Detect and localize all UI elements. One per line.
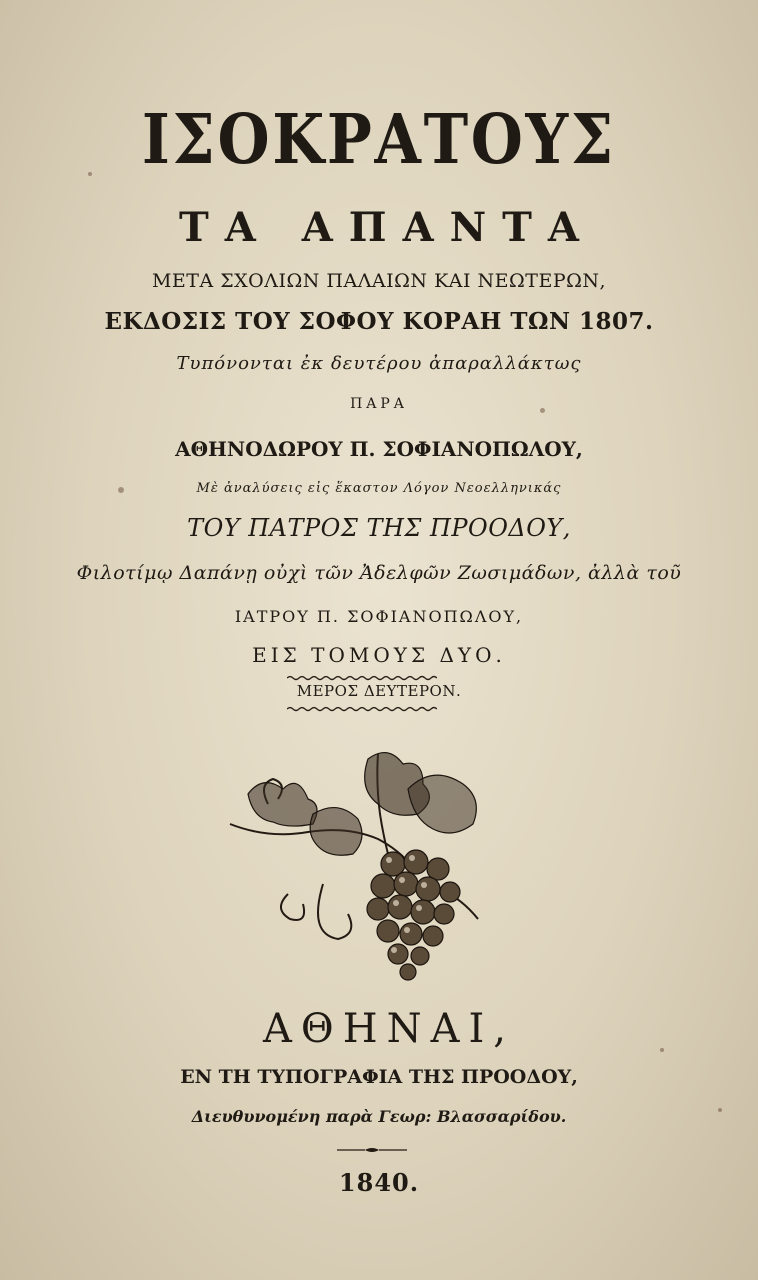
doctor-line: ΙΑΤΡΟΥ Π. ΣΟΦΙΑΝΟΠΩΛΟΥ, [234, 607, 524, 626]
part-line: ΜΕΡΟΣ ΔΕΥΤΕΡΟΝ. [296, 682, 462, 700]
wavy-rule-top [287, 675, 437, 681]
patron-line: ΤΟΥ ΠΑΤΡΟΣ ΤΗΣ ΠΡΟΟΔΟΥ, [187, 514, 571, 542]
city-line: ΑΘΗΝΑΙ, [263, 1006, 515, 1052]
director-line: Διευθυνομένη παρὰ Γεωρ: Βλασσαρίδου. [191, 1107, 567, 1126]
author-title: ΙΣΟΚΡΑΤΟΥΣ [141, 100, 616, 180]
work-title: ΤΑ ΑΠΑΝΤΑ [179, 204, 595, 251]
funding-line: Φιλοτίμῳ Δαπάνῃ οὐχὶ τῶν Ἀδελφῶν Ζωσιμάδων, ἀλλὰ τοῦ [76, 562, 682, 584]
press-line: ΕΝ ΤΗ ΤΥΠΟΓΡΑΦΙΑ ΤΗΣ ΠΡΟΟΔΟΥ, [180, 1066, 578, 1088]
publisher-line: ΑΘΗΝΟΔΩΡΟΥ Π. ΣΟΦΙΑΝΟΠΩΛΟΥ, [175, 437, 583, 461]
reprint-line: Τυπόνονται ἐκ δευτέρου ἀπαραλλάκτως [176, 353, 582, 374]
dash-ornament-icon [337, 1146, 407, 1154]
wavy-rule-bottom [287, 706, 437, 712]
grapevine-ornament-icon [228, 744, 498, 984]
scholia-line: ΜΕΤΑ ΣΧΟΛΙΩΝ ΠΑΛΑΙΩΝ ΚΑΙ ΝΕΩΤΕΡΩΝ, [151, 270, 607, 292]
para-line: ΠΑΡΑ [350, 396, 408, 412]
analyses-line: Μὲ ἀναλύσεις εἰς ἕκαστον Λόγον Νεοελληνικάς [196, 481, 562, 496]
year-line: 1840. [338, 1168, 420, 1197]
volumes-line: ΕΙΣ ΤΟΜΟΥΣ ΔΥΟ. [252, 643, 506, 667]
edition-line: ΕΚΔΟΣΙΣ ΤΟΥ ΣΟΦΟΥ ΚΟΡΑΗ ΤΩΝ 1807. [104, 308, 654, 335]
